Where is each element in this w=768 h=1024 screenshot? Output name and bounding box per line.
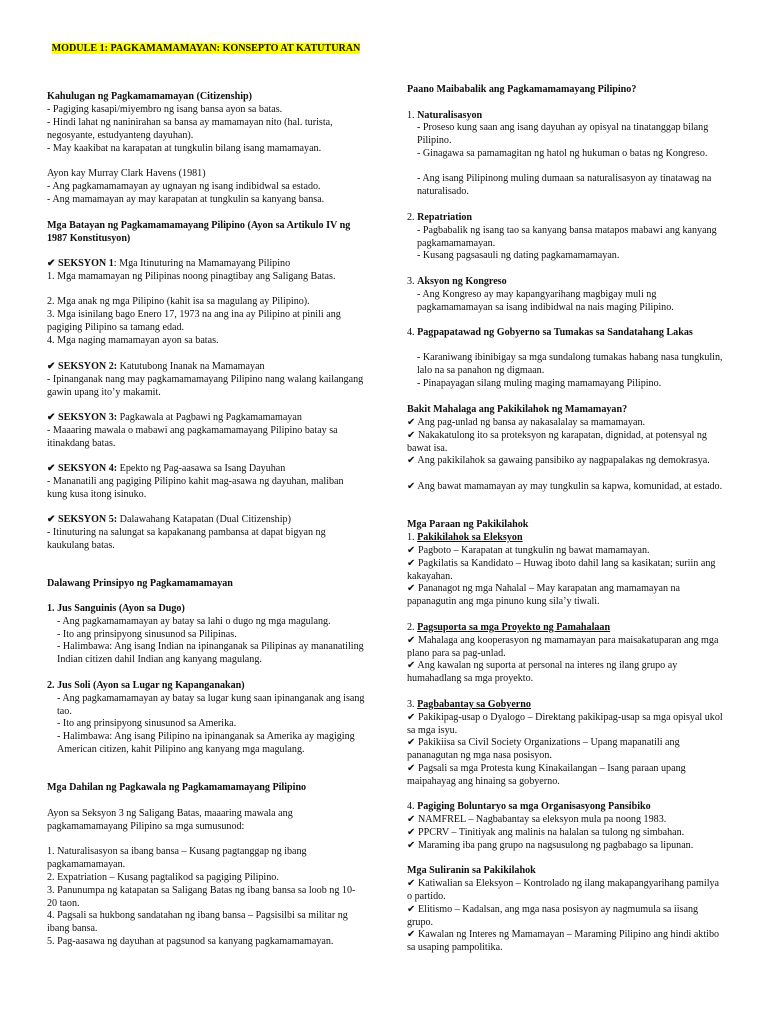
seksyon-1-item: 2. Mga anak ng mga Pilipino (kahit isa sa magulang ay Pilipino). <box>47 296 310 307</box>
paraan-4-heading: 4. Pagiging Boluntaryo sa mga Organisasyong Pansibiko <box>407 801 651 812</box>
jus-soli-item: - Ang pagkamamamayan ay batay sa lugar kung saan ipinanganak ang isang tao. <box>57 693 365 717</box>
paano-2-item: - Pagbabalik ng isang tao sa kanyang bansa matapos mabawi ang kanyang pagkamamamayan. <box>417 225 717 249</box>
jus-sanguinis-item: - Ang pagkamamamayan ay batay sa lahi o dugo ng mga magulang. <box>57 616 331 627</box>
seksyon-1-heading: ✔ SEKSYON 1: Mga Itinuturing na Mamamayang Pilipino <box>47 258 291 269</box>
paraan-2-heading: 2. Pagsuporta sa mga Proyekto ng Pamahalaan <box>407 622 611 633</box>
seksyon-1-item: 1. Mga mamamayan ng Pilipinas noong pinagtibay ang Saligang Batas. <box>47 271 336 282</box>
seksyon-2-heading: ✔ SEKSYON 2: Katutubong Inanak na Mamamayan <box>47 361 265 372</box>
jus-sanguinis-item: - Halimbawa: Ang isang Indian na ipinanganak sa Pilipinas ay mananatiling Indian citizen dahil Indian ang kanyang magulang. <box>57 641 364 665</box>
kahulugan-item: - Pagiging kasapi/miyembro ng isang bansa ayon sa batas. <box>47 104 283 115</box>
paano-1-heading: 1. Naturalisasyon <box>407 110 483 121</box>
kahulugan-item: - May kaakibat na karapatan at tungkulin bilang isang mamamayan. <box>47 143 322 154</box>
paano-4-item: - Karaniwang ibinibigay sa mga sundalong tumakas habang nasa tungkulin, lalo na sa panahon ng digmaan. <box>417 352 723 376</box>
paano-3-heading: 3. Aksyon ng Kongreso <box>407 276 507 287</box>
jus-sanguinis-heading: 1. Jus Sanguinis (Ayon sa Dugo) <box>47 603 185 614</box>
dahilan-heading: Mga Dahilan ng Pagkawala ng Pagkamamamayang Pilipino <box>47 782 307 793</box>
seksyon-3-item: - Maaaring mawala o mabawi ang pagkamamamayang Pilipino batay sa itinakdang batas. <box>47 425 338 449</box>
paraan-3-heading: 3. Pagbabantay sa Gobyerno <box>407 699 531 710</box>
havens-heading: Ayon kay Murray Clark Havens (1981) <box>47 168 206 179</box>
paraan-4-item: ✔ NAMFREL – Nagbabantay sa eleksyon mula pa noong 1983. <box>407 814 667 825</box>
paraan-1-item: ✔ Pananagot ng mga Nahalal – May karapatan ang mamamayan na papanagutin ang mga pinuno kung sila’y tiwali. <box>407 583 681 607</box>
kahulugan-heading: Kahulugan ng Pagkamamamayan (Citizenship) <box>47 91 252 102</box>
dahilan-intro: Ayon sa Seksyon 3 ng Saligang Batas, maaaring mawala ang pagkamamamayang Pilipino sa mga sumusunod: <box>47 808 293 832</box>
paraan-3-item: ✔ Pakikiisa sa Civil Society Organizations – Upang mapanatili ang pananagutan ng mga nasa posisyon. <box>407 737 680 761</box>
batayan-heading: Mga Batayan ng Pagkamamamayang Pilipino (Ayon sa Artikulo IV ng 1987 Konstitusyon) <box>47 220 351 244</box>
bakit-item: ✔ Ang pag-unlad ng bansa ay nakasalalay sa mamamayan. <box>407 417 646 428</box>
suliranin-item: ✔ Kawalan ng Interes ng Mamamayan – Maraming Pilipino ang hindi aktibo sa usaping pampolitika. <box>407 929 720 953</box>
seksyon-4-item: - Mananatili ang pagiging Pilipino kahit mag-asawa ng dayuhan, maliban kung kusa itong isinuko. <box>47 476 344 500</box>
bakit-item: ✔ Ang bawat mamamayan ay may tungkulin sa kapwa, komunidad, at estado. <box>407 481 723 492</box>
jus-soli-item: - Ito ang prinsipyong sinusunod sa Amerika. <box>57 718 237 729</box>
module-title: MODULE 1: PAGKAMAMAMAYAN: KONSEPTO AT KATUTURAN <box>51 43 361 54</box>
paano-2-item: - Kusang pagsasauli ng dating pagkamamamayan. <box>417 250 620 261</box>
dahilan-item: 4. Pagsali sa hukbong sandatahan ng ibang bansa – Pagsisilbi sa militar ng ibang bansa. <box>47 910 348 934</box>
jus-soli-heading: 2. Jus Soli (Ayon sa Lugar ng Kapanganakan) <box>47 680 245 691</box>
paraan-4-item: ✔ Maraming iba pang grupo na nagsusulong ng pagbabago sa lipunan. <box>407 840 694 851</box>
paraan-1-item: ✔ Pagkilatis sa Kandidato – Huwag iboto dahil lang sa kasikatan; suriin ang kakayahan. <box>407 558 716 582</box>
paraan-1-heading: 1. Pakikilahok sa Eleksyon <box>407 532 523 543</box>
dahilan-item: 2. Expatriation – Kusang pagtalikod sa pagiging Pilipino. <box>47 872 279 883</box>
havens-item: - Ang pagkamamamayan ay ugnayan ng isang indibidwal sa estado. <box>47 181 321 192</box>
paraan-3-item: ✔ Pakikipag-usap o Dyalogo – Direktang pakikipag-usap sa mga opisyal ukol sa mga isyu. <box>407 712 723 736</box>
paraan-2-item: ✔ Mahalaga ang kooperasyon ng mamamayan para maisakatuparan ang mga plano para sa pag-unlad. <box>407 635 719 659</box>
seksyon-3-heading: ✔ SEKSYON 3: Pagkawala at Pagbawi ng Pagkamamamayan <box>47 412 302 423</box>
paano-2-heading: 2. Repatriation <box>407 212 473 223</box>
paano-4-item: - Pinapayagan silang muling maging mamamayang Pilipino. <box>417 378 662 389</box>
seksyon-5-heading: ✔ SEKSYON 5: Dalawahang Katapatan (Dual Citizenship) <box>47 514 291 525</box>
suliranin-item: ✔ Katiwalian sa Eleksyon – Kontrolado ng ilang makapangyarihang pamilya o partido. <box>407 878 720 902</box>
seksyon-5-item: - Itinuturing na salungat sa kapakanang pambansa at dapat bigyan ng kaukulang batas. <box>47 527 326 551</box>
seksyon-2-item: - Ipinanganak nang may pagkamamamayang Pilipino nang walang kailangang gawin upang ito’y makamit. <box>47 374 364 398</box>
seksyon-1-item: 3. Mga isinilang bago Enero 17, 1973 na ang ina ay Pilipino at pinili ang pagiging Pilipino sa tamang edad. <box>47 309 341 333</box>
paano-1-item: - Ginagawa sa pamamagitan ng hatol ng hukuman o batas ng Kongreso. <box>417 148 708 159</box>
bakit-item: ✔ Ang pakikilahok sa gawaing pansibiko ay nagpapalakas ng demokrasya. <box>407 455 710 466</box>
paano-4-heading: 4. Pagpapatawad ng Gobyerno sa Tumakas sa Sandatahang Lakas <box>407 327 693 338</box>
bakit-heading: Bakit Mahalaga ang Pakikilahok ng Mamamayan? <box>407 404 628 415</box>
suliranin-item: ✔ Elitismo – Kadalsan, ang mga nasa posisyon ay nagmumula sa iisang grupo. <box>407 904 699 928</box>
jus-soli-item: - Halimbawa: Ang isang Pilipino na ipinanganak sa Amerika ay magiging American citizen, kahit Pilipino ang kanyang mga magulang. <box>57 731 355 755</box>
kahulugan-item: - Hindi lahat ng naninirahan sa bansa ay mamamayan nito (hal. turista, negosyante, estudyanteng dayuhan). <box>47 117 333 141</box>
prinsipyo-heading: Dalawang Prinsipyo ng Pagkamamamayan <box>47 578 233 589</box>
paraan-heading: Mga Paraan ng Pakikilahok <box>407 519 529 530</box>
bakit-item: ✔ Nakakatulong ito sa proteksyon ng karapatan, dignidad, at potensyal ng bawat isa. <box>407 430 707 454</box>
seksyon-1-item: 4. Mga naging mamamayan ayon sa batas. <box>47 335 219 346</box>
paano-1-item: - Ang isang Pilipinong muling dumaan sa naturalisasyon ay tinatawag na naturalisado. <box>417 173 712 197</box>
paano-heading: Paano Maibabalik ang Pagkamamamayang Pilipino? <box>407 84 637 95</box>
dahilan-item: 5. Pag-aasawa ng dayuhan at pagsunod sa kanyang pagkamamamayan. <box>47 936 334 947</box>
paraan-3-item: ✔ Pagsali sa mga Protesta kung Kinakailangan – Isang paraan upang maipahayag ang hinaing sa gobyerno. <box>407 763 686 787</box>
seksyon-4-heading: ✔ SEKSYON 4: Epekto ng Pag-aasawa sa Isang Dayuhan <box>47 463 286 474</box>
jus-sanguinis-item: - Ito ang prinsipyong sinusunod sa Pilipinas. <box>57 629 237 640</box>
paraan-1-item: ✔ Pagboto – Karapatan at tungkulin ng bawat mamamayan. <box>407 545 650 556</box>
paano-3-item: - Ang Kongreso ay may kapangyarihang magbigay muli ng pagkamamamayan sa isang indibidwal na nais maging Pilipino. <box>417 289 674 313</box>
paraan-4-item: ✔ PPCRV – Tinitiyak ang malinis na halalan sa tulong ng simbahan. <box>407 827 685 838</box>
dahilan-item: 3. Panunumpa ng katapatan sa Saligang Batas ng ibang bansa sa loob ng 10-20 taon. <box>47 885 356 909</box>
paano-1-item: - Proseso kung saan ang isang dayuhan ay opisyal na tinatanggap bilang Pilipino. <box>417 122 709 146</box>
paraan-2-item: ✔ Ang kawalan ng suporta at personal na interes ng ilang grupo ay humahadlang sa mga proyekto. <box>407 660 678 684</box>
dahilan-item: 1. Naturalisasyon sa ibang bansa – Kusang pagtanggap ng ibang pagkamamamayan. <box>47 846 307 870</box>
havens-item: - Ang mamamayan ay may karapatan at tungkulin sa kanyang bansa. <box>47 194 325 205</box>
suliranin-heading: Mga Suliranin sa Pakikilahok <box>407 865 536 876</box>
